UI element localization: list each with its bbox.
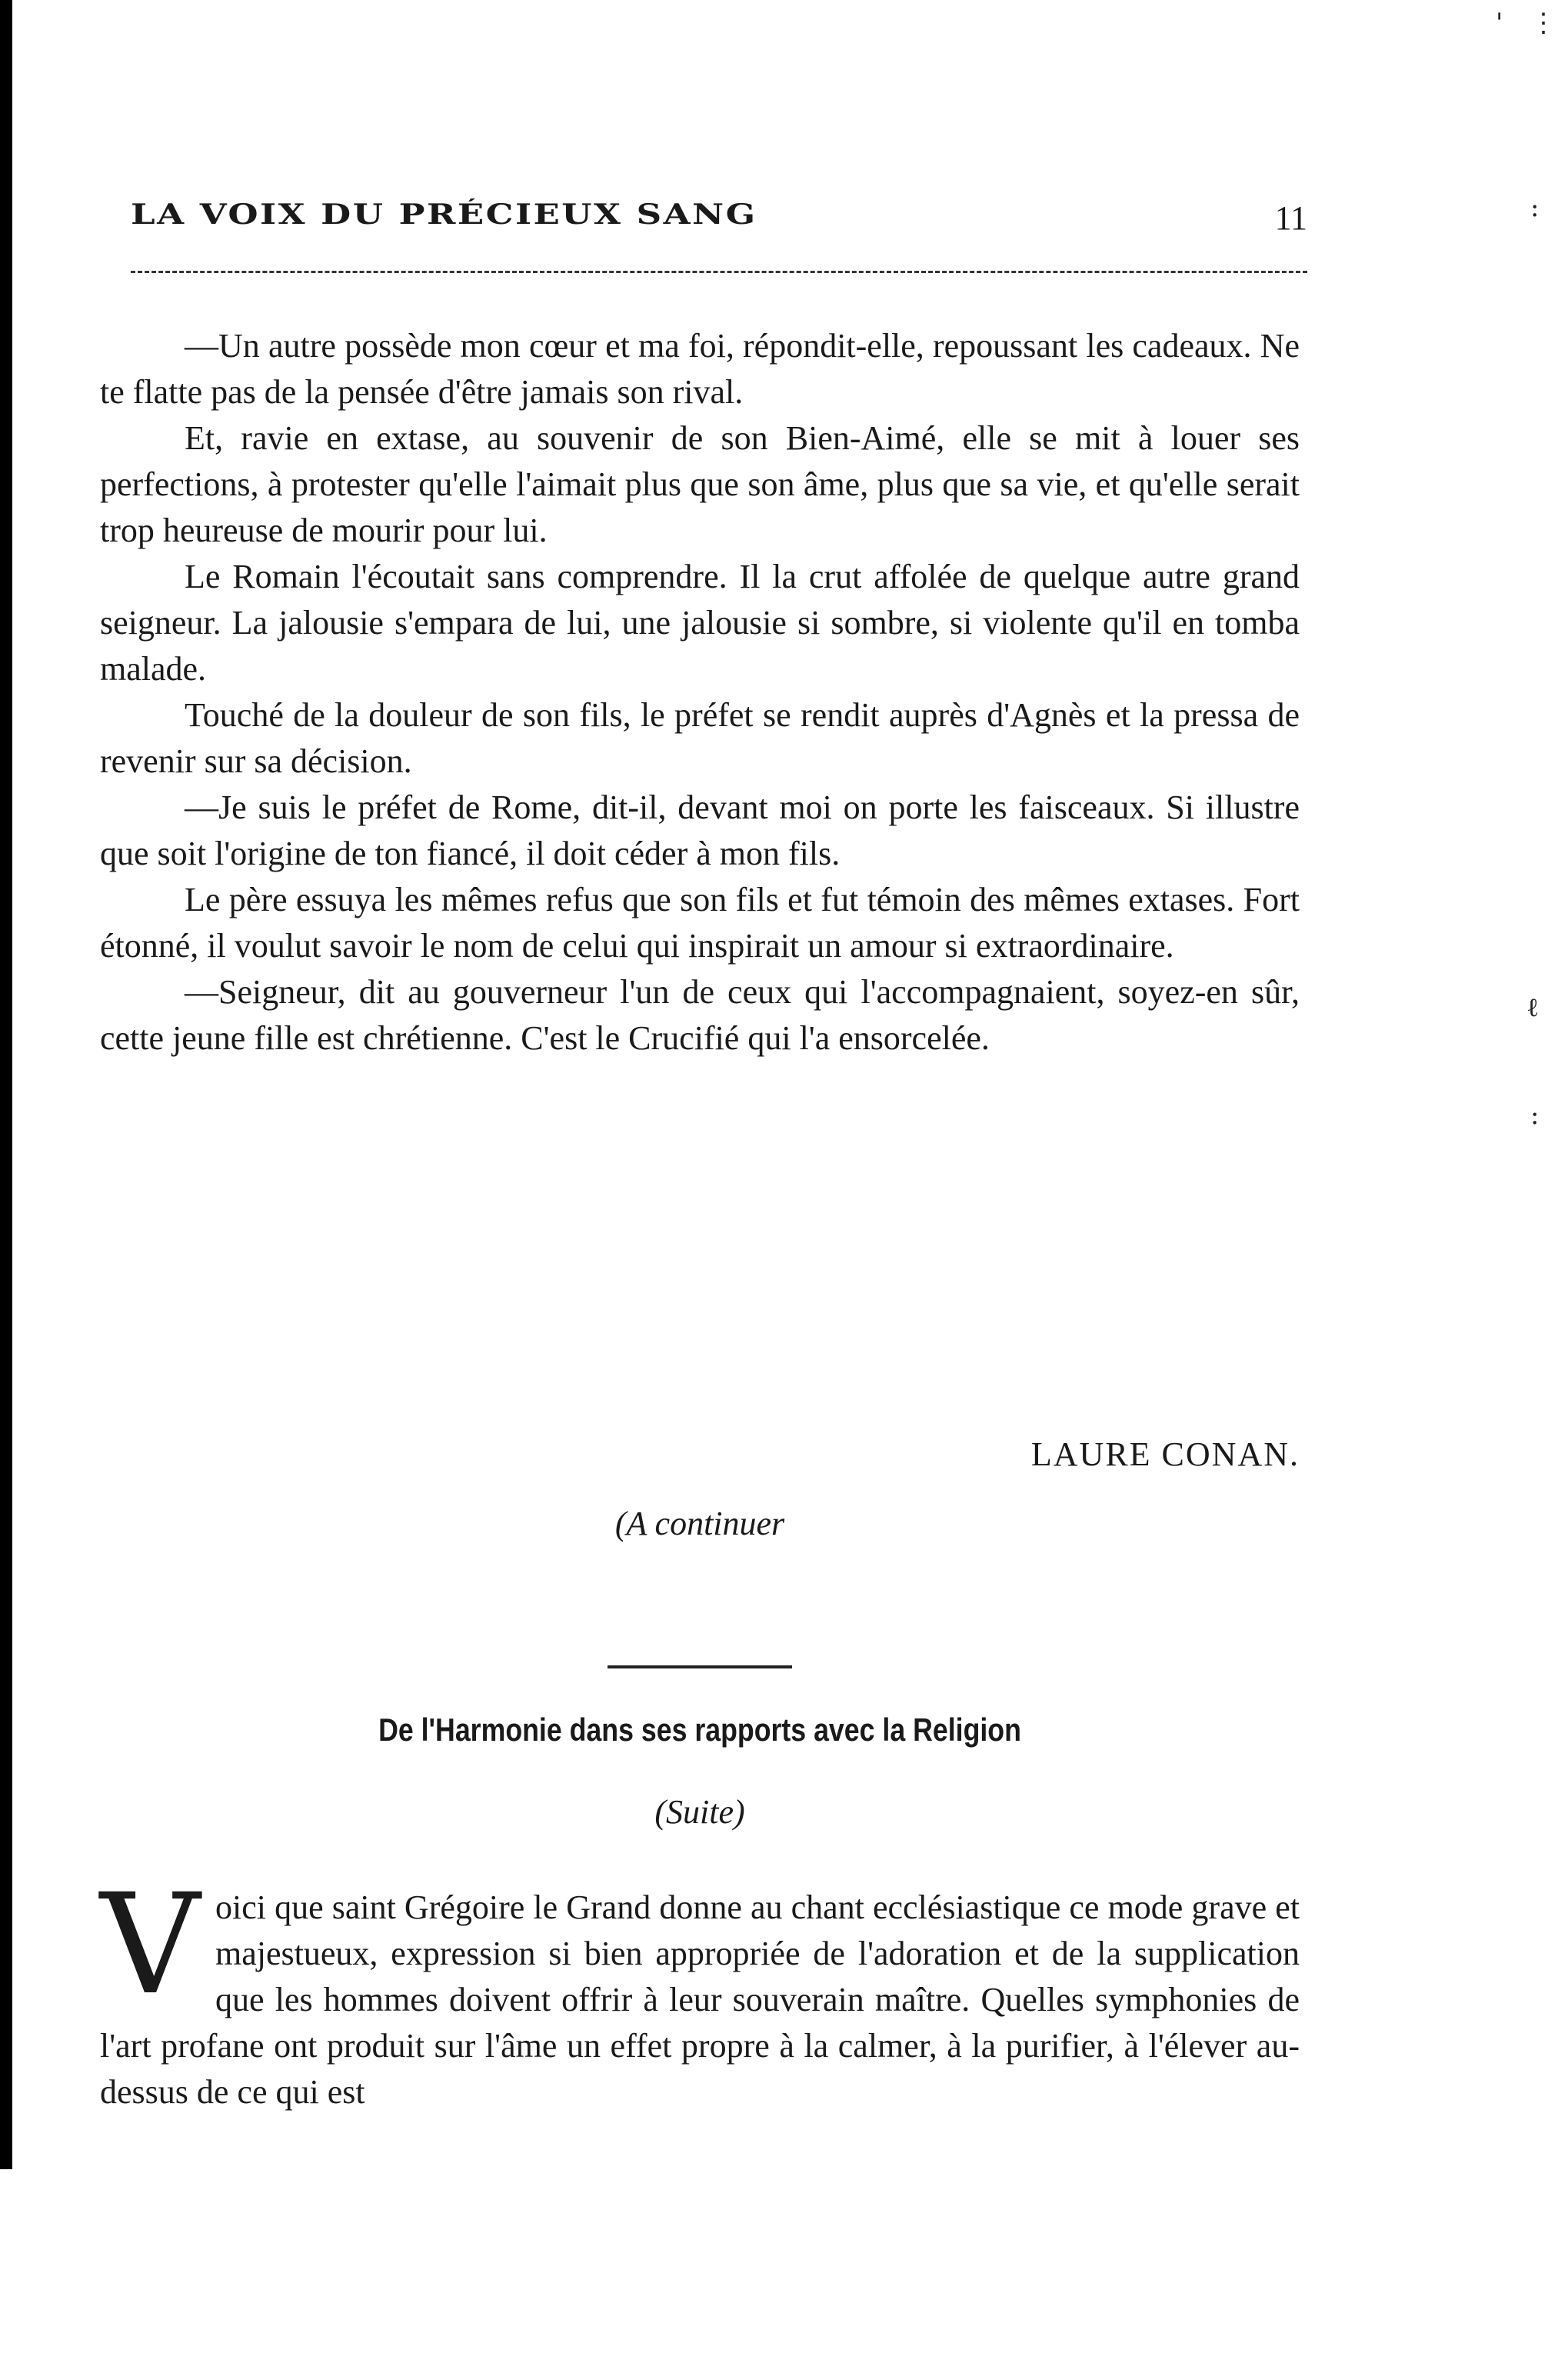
margin-mark: ℓ [1526, 992, 1540, 1023]
margin-mark: ⋮ [1530, 8, 1556, 38]
story-paragraph-6: Le père essuya les mêmes refus que son fils et fut témoin des mêmes extases. Fort étonné, il voulut savoir le nom de celui qui inspirait un amour si extraordinaire. [100, 881, 1300, 965]
page-number: 11 [1274, 199, 1307, 237]
story-paragraph-5: —Je suis le préfet de Rome, dit-il, devant moi on porte les faisceaux. Si illustre que soit l'origine de ton fiancé, il doit céder à mon fils. [100, 788, 1300, 872]
article-paragraph: oici que saint Grégoire le Grand donne au chant ecclésiastique ce mode grave et majestueux, expression si bien appropriée de l'adoration et de la supplication que les hommes doivent offrir à leur souverain maître. Quelles symphonies de l'art profane ont produit sur l'âme un effet propre à la calmer, à la purifier, à l'élever au-dessus de ce qui est [100, 1888, 1300, 2111]
header-rule [131, 271, 1307, 273]
article-body [100, 1865, 1300, 2115]
section-divider [608, 1665, 792, 1668]
margin-mark: : [1530, 1100, 1540, 1131]
margin-mark: ' [1496, 8, 1503, 38]
page-header [131, 198, 1307, 252]
continuation-note: (A continuer [614, 1505, 785, 1542]
story-paragraph-3: Le Romain l'écoutait sans comprendre. Il la crut affolée de quelque autre grand seigneur. La jalousie s'empara de lui, une jalousie si sombre, si violente qu'il en tomba malade. [100, 558, 1300, 688]
story-paragraph-7: —Seigneur, dit au gouverneur l'un de ceux qui l'accompagnaient, soyez-en sûr, cette jeune fille est chrétienne. C'est le Crucifié qui l'a ensorcelée. [100, 973, 1300, 1057]
article-title: De l'Harmonie dans ses rapports avec la Religion [378, 1712, 1021, 1748]
scan-left-border [0, 0, 12, 2169]
margin-mark: : [1530, 192, 1540, 223]
story-paragraph-1: —Un autre possède mon cœur et ma foi, répondit-elle, repoussant les cadeaux. Ne te flatte pas de la pensée d'être jamais son rival. [100, 327, 1300, 411]
story-body [100, 323, 1300, 1062]
signature-row [100, 1435, 1300, 1488]
story-paragraph-4: Touché de la douleur de son fils, le préfet se rendit auprès d'Agnès et la pressa de revenir sur sa décision. [100, 696, 1300, 780]
running-title: LA VOIX DU PRÉCIEUX SANG [131, 198, 757, 231]
drop-cap: V [100, 1865, 200, 2025]
story-paragraph-2: Et, ravie en extase, au souvenir de son Bien-Aimé, elle se mit à louer ses perfections, à protester qu'elle l'aimait plus que son âme, plus que sa vie, et qu'elle serait trop heureuse de mourir pour lui. [100, 419, 1300, 549]
article-subtitle: (Suite) [654, 1793, 745, 1831]
author-signature: LAURE CONAN. [1030, 1435, 1300, 1473]
